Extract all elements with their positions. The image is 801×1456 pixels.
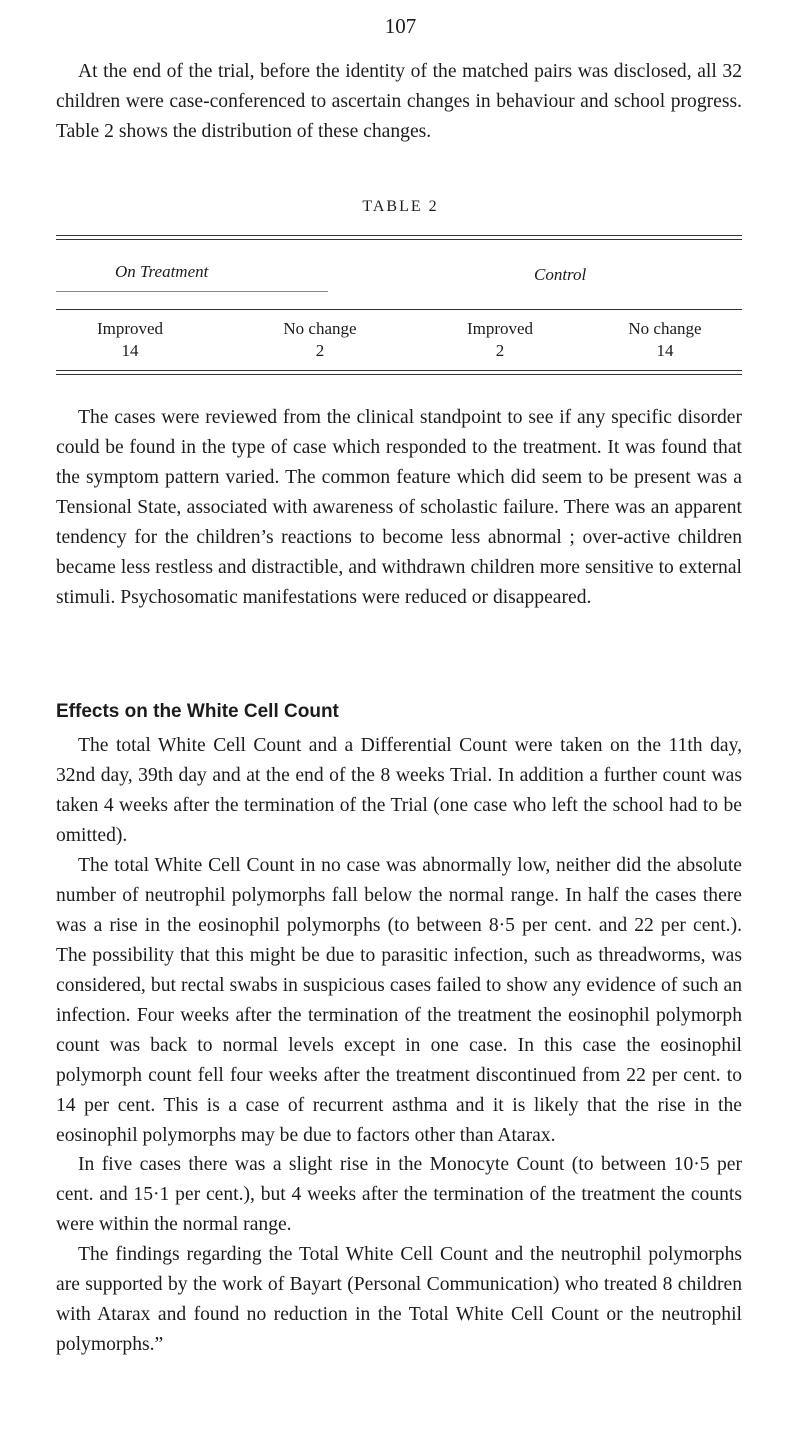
page-number: 107: [384, 14, 417, 38]
value-treatment-no-change: 2: [315, 341, 325, 360]
value-treatment-improved: 14: [121, 341, 139, 360]
column-header-treatment-improved: Improved: [96, 319, 164, 338]
paragraph-monocyte: In five cases there was a slight rise in the Monocyte Count (to between 10·5 per cent. and 15·1 per cent.), but 4 weeks after the termination of the treatment the counts were within the normal range.: [56, 1154, 742, 1235]
paragraph-findings: The findings regarding the Total White Cell Count and the neutrophil polymorphs are supported by the work of Bayart (Personal Communication) who treated 8 children with Atarax and found no reduction in the Total White Cell Count or the neutrophil polymorphs.”: [56, 1244, 742, 1355]
paragraph-cases: The cases were reviewed from the clinical standpoint to see if any specific disorder could be found in the type of case which responded to the treatment. It was found that the symptom pattern varied. The common feature which did seem to be present was a Tensional State, associated with awareness of scholastic failure. There was an apparent tendency for the children’s reactions to become less abnormal ; over-active children became less restless and distractible, and withdrawn children more sensitive to external stimuli. Psychosomatic manifestations were reduced or disappeared.: [56, 407, 742, 608]
value-control-no-change: 14: [656, 341, 674, 360]
table-header-rule: [56, 309, 742, 310]
column-header-control-improved: Improved: [466, 319, 534, 338]
paragraph-counts: The total White Cell Count and a Differential Count were taken on the 11th day, 32nd day, 39th day and at the end of the 8 weeks Trial. In addition a further count was taken 4 weeks after the termination of the Trial (one case who left the school had to be omitted).: [56, 735, 742, 846]
table-top-rule: [56, 235, 742, 240]
value-control-improved: 2: [495, 341, 505, 360]
table-bottom-rule: [56, 370, 742, 375]
table-caption: TABLE 2: [362, 198, 439, 215]
paragraph-eosinophil: The total White Cell Count in no case was abnormally low, neither did the absolute number of neutrophil polymorphs fall below the normal range. In half the cases there was a rise in the eosinophil polymorphs (to between 8·5 per cent. and 22 per cent.). The possibility that this might be due to parasitic infection, such as threadworms, was considered, but rectal swabs in suspicious cases failed to show any evidence of such an infection. Four weeks after the termination of the treatment the eosinophil polymorph count was back to normal levels except in one case. In this case the eosinophil polymorph count fell four weeks after the treatment discontinued from 22 per cent. to 14 per cent. This is a case of recurrent asthma and it is likely that the rise in the eosinophil polymorphs may be due to factors other than Atarax.: [56, 855, 742, 1146]
section-heading: Effects on the White Cell Count: [56, 701, 339, 722]
header-control: Control: [534, 265, 587, 284]
intro-paragraph: At the end of the trial, before the identity of the matched pairs was disclosed, all 32 children were case-conferenced to ascertain changes in behaviour and school progress. Table 2 shows the distribution of these changes.: [56, 61, 742, 142]
column-header-control-no-change: No change: [628, 319, 702, 338]
header-on-treatment: On Treatment: [115, 262, 209, 281]
column-header-treatment-no-change: No change: [283, 319, 357, 338]
table-group-rule: [56, 291, 328, 292]
